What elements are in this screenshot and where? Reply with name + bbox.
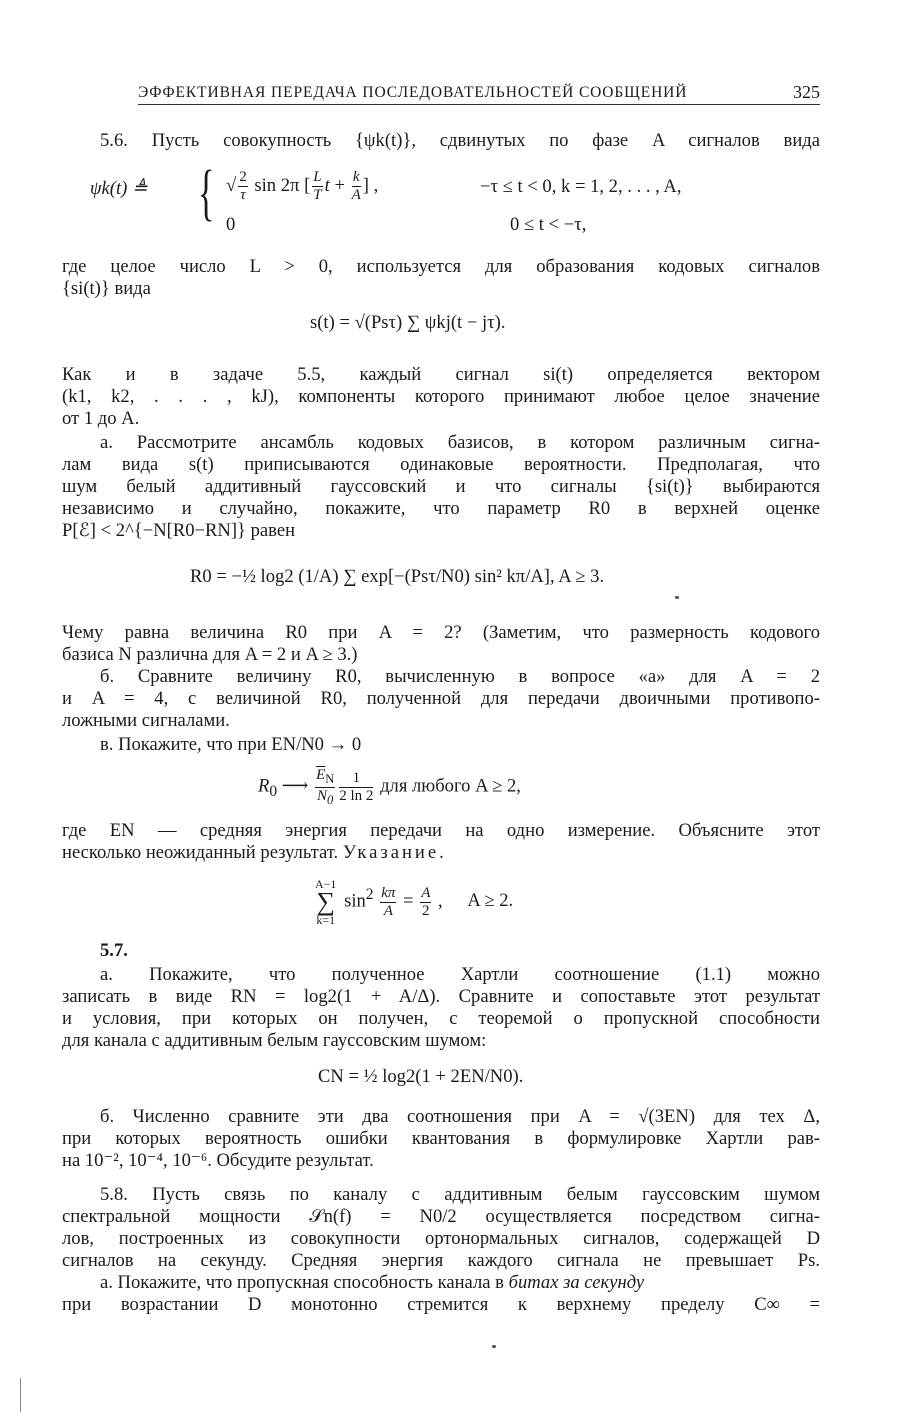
problem-5-6-intro: 5.6. Пусть совокупность {ψk(t)}, сдвинутых по фазе A сигналов вида bbox=[100, 130, 820, 151]
equation-psi-lhs-text: ψk(t) ≜ bbox=[90, 178, 148, 199]
text-span: а. Покажите, что пропускная способность канала в bbox=[100, 1272, 509, 1293]
sum-symbol: A−1 ∑ k=1 bbox=[315, 877, 337, 927]
text-line: а. Рассмотрите ансамбль кодовых базисов, в котором различным сигна- bbox=[100, 432, 820, 453]
text-line bbox=[100, 1272, 644, 1294]
text-line: при возрастании D монотонно стремится к верхнему пределу C∞ = bbox=[62, 1294, 820, 1315]
page-number: 325 bbox=[793, 82, 820, 102]
equation-r0: R0 = −½ log2 (1/A) ∑ exp[−(Psτ/N0) sin² kπ/A], A ≥ 3. bbox=[190, 566, 605, 587]
text-line: шум белый аддитивный гауссовский и что сигналы {si(t)} выбираются bbox=[62, 476, 820, 497]
italic-emphasis: битах за секунду bbox=[508, 1272, 645, 1293]
running-title: ЭФФЕКТИВНАЯ ПЕРЕДАЧА ПОСЛЕДОВАТЕЛЬНОСТЕЙ СООБЩЕНИЙ bbox=[138, 84, 688, 101]
equation-psi-row2-condition: 0 ≤ t < −τ, bbox=[510, 214, 587, 235]
running-header bbox=[138, 84, 820, 106]
text-line: независимо и случайно, покажите, что параметр R0 в верхней оценке bbox=[62, 498, 820, 519]
text-line: б. Сравните величину R0, вычисленную в вопросе «а» для A = 2 bbox=[100, 666, 820, 687]
fraction-2-over-tau: $\frac{2}{\tau}$ bbox=[239, 169, 247, 203]
text-line: а. Покажите, что полученное Хартли соотношение (1.1) можно bbox=[100, 964, 820, 985]
equation-psi-row2-value: 0 bbox=[226, 214, 236, 235]
text-line bbox=[62, 842, 447, 864]
speck bbox=[492, 1345, 496, 1348]
equation-hint: A−1 ∑ k=1 $\sin^2$ $\frac{k\pi}{A}$ = $\frac{A}{2}$ , A ≥ 2. bbox=[315, 877, 514, 927]
bracket-expression: [ $\frac{L}{T}$ t + $\frac{k}{A}$ ] bbox=[304, 169, 369, 203]
equation-psi-row1: √ $\frac{2}{\tau}$ sin 2π [ $\frac{L}{T}$ t + $\frac{k}{A}$ ] , bbox=[226, 169, 379, 203]
speck bbox=[675, 596, 679, 599]
sin-function: sin 2π bbox=[254, 174, 300, 196]
equation-psi-row1-condition: −τ ≤ t < 0, k = 1, 2, . . . , A, bbox=[480, 176, 682, 197]
header-rule bbox=[138, 104, 820, 105]
text-line: лов, построенных из совокупности ортонормальных сигналов, содержащей D bbox=[62, 1228, 820, 1249]
scan-edge-mark bbox=[20, 1378, 21, 1412]
text-line: где целое число L > 0, используется для образования кодовых сигналов bbox=[62, 256, 820, 277]
text-line: сигналов на секунду. Средняя энергия каждого сигнала не превышает Ps. bbox=[62, 1250, 820, 1271]
problem-5-7-heading: 5.7. bbox=[100, 940, 128, 961]
text-line: б. Численно сравните эти два соотношения при A = √(3EN) для тех Δ, bbox=[100, 1106, 820, 1127]
equation-psi-lhs bbox=[90, 178, 148, 200]
hint-label: Указание. bbox=[342, 842, 447, 863]
text-line: (k1, k2, . . . , kJ), компоненты которого принимают любое целое значение bbox=[62, 386, 820, 407]
text-line: лам вида s(t) приписываются одинаковые вероятности. Предполагая, что bbox=[62, 454, 820, 475]
text-line: и A = 4, с величиной R0, полученной для передачи двоичными противопо- bbox=[62, 688, 820, 709]
text-line: Как и в задаче 5.5, каждый сигнал si(t) определяется вектором bbox=[62, 364, 820, 385]
equation-r0-limit: $R_0$ ⟶ $\frac{\overline{E}_N}{N_0}$ $\frac{1}{2 \ln 2}$ для любого A ≥ 2, bbox=[258, 767, 521, 807]
text-line: для канала с аддитивным белым гауссовским шумом: bbox=[62, 1030, 487, 1051]
text-line: ложными сигналами. bbox=[62, 710, 230, 731]
text-line: P[ℰ] < 2^{−N[R0−RN]} равен bbox=[62, 520, 296, 541]
equation-s-of-t: s(t) = √(Psτ) ∑ ψkj(t − jτ). bbox=[310, 312, 506, 333]
text-line: от 1 до A. bbox=[62, 408, 140, 429]
text-line: и условия, при которых он получен, с теоремой о пропускной способности bbox=[62, 1008, 820, 1029]
fraction-en-over-n0: $\frac{\overline{E}_N}{N_0}$ bbox=[316, 767, 335, 807]
text-line: базиса N различна для A = 2 и A ≥ 3.) bbox=[62, 644, 358, 665]
equation-brace: { bbox=[198, 159, 215, 227]
text-line: в. Покажите, что при EN/N0 → 0 bbox=[100, 734, 362, 755]
text-line: где EN — средняя энергия передачи на одно измерение. Объясните этот bbox=[62, 820, 820, 841]
text-line: Чему равна величина R0 при A = 2? (Заметим, что размерность кодового bbox=[62, 622, 820, 643]
text-line: спектральной мощности 𝒮n(f) = N0/2 осуществляется посредством сигна- bbox=[62, 1206, 820, 1227]
equation-tail: для любого A ≥ 2, bbox=[380, 775, 521, 797]
fraction-1-over-2ln2: $\frac{1}{2 \ln 2}$ bbox=[339, 769, 374, 804]
text-line: {si(t)} вида bbox=[62, 278, 151, 299]
equation-capacity: CN = ½ log2(1 + 2EN/N0). bbox=[318, 1066, 524, 1087]
sqrt-glyph: √ bbox=[226, 174, 237, 196]
text-line: на 10⁻², 10⁻⁴, 10⁻⁶. Обсудите результат. bbox=[62, 1150, 374, 1171]
text-line: записать в виде RN = log2(1 + A/Δ). Сравните и сопоставьте этот результат bbox=[62, 986, 820, 1007]
text-line: при которых вероятность ошибки квантования в формулировке Хартли рав- bbox=[62, 1128, 820, 1149]
text-span: несколько неожиданный результат. bbox=[62, 842, 339, 863]
equation-tail: A ≥ 2. bbox=[467, 890, 514, 912]
problem-5-8-intro: 5.8. Пусть связь по каналу с аддитивным белым гауссовским шумом bbox=[100, 1184, 820, 1205]
